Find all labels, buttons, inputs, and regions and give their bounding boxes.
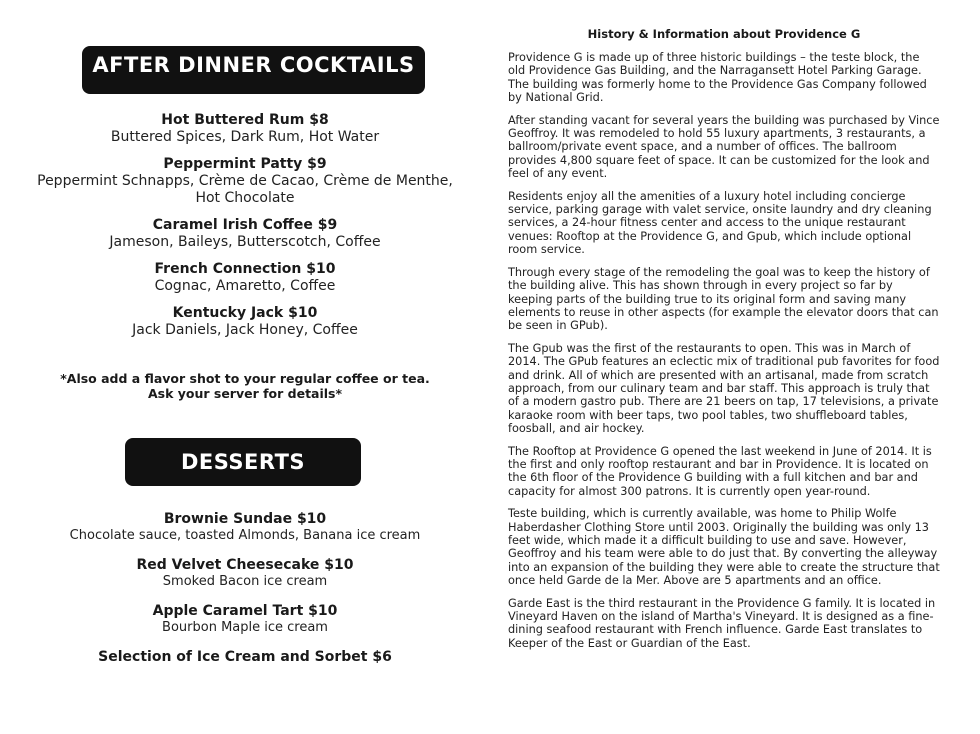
history-paragraph: The Rooftop at Providence G opened the last weekend in June of 2014. It is the first and only rooftop restaurant and bar in Providence. It is located on the 6th floor of the Providence G building with a full kitchen and bar and capacity for almost 300 patrons. It is currently open year-round. bbox=[508, 444, 932, 498]
menu-item bbox=[0, 305, 490, 339]
item-name: Red Velvet Cheesecake $10 bbox=[136, 557, 354, 573]
item-description: Smoked Bacon ice cream bbox=[162, 574, 328, 589]
item-description: Bourbon Maple ice cream bbox=[162, 620, 328, 635]
menu-item bbox=[0, 649, 490, 666]
history-column bbox=[508, 0, 948, 734]
menu-item bbox=[0, 156, 490, 207]
flavor-shot-note bbox=[0, 371, 490, 401]
menu-item bbox=[0, 217, 490, 251]
item-name: Selection of Ice Cream and Sorbet $6 bbox=[98, 649, 392, 665]
cocktail-list bbox=[0, 112, 490, 349]
item-description: Peppermint Schnapps, Crème de Cacao, Crème de Menthe, Hot Chocolate bbox=[37, 173, 453, 206]
item-description: Buttered Spices, Dark Rum, Hot Water bbox=[110, 129, 380, 145]
item-description: Jameson, Baileys, Butterscotch, Coffee bbox=[109, 234, 381, 250]
item-name: Hot Buttered Rum $8 bbox=[161, 112, 329, 128]
history-paragraph: Through every stage of the remodeling the goal was to keep the history of the building alive. This has shown through in every project so far by keeping parts of the building true to its original form and saving many elements to reuse in other aspects (for example the elevator doors that can be seen in GPub). bbox=[508, 265, 939, 333]
menu-item bbox=[0, 511, 490, 544]
history-paragraph: Teste building, which is currently available, was home to Philip Wolfe Haberdasher Clothing Store until 2003. Originally the building was only 13 feet wide, which made it a difficult building to use and save. However, Geoffroy and his team were able to do just that. By converting the alleyway into an expansion of the building they were able to create the structure that once held Garde de la Mer. Above are 5 apartments and an office. bbox=[508, 507, 940, 588]
history-text bbox=[508, 51, 940, 659]
item-name: French Connection $10 bbox=[154, 261, 336, 277]
note-line: *Also add a flavor shot to your regular coffee or tea. bbox=[60, 371, 430, 386]
item-name: Kentucky Jack $10 bbox=[172, 305, 318, 321]
menu-item bbox=[0, 112, 490, 146]
item-description: Jack Daniels, Jack Honey, Coffee bbox=[132, 322, 358, 338]
history-paragraph: The Gpub was the first of the restaurants to open. This was in March of 2014. The GPub features an eclectic mix of traditional pub favorites for food and drink. All of which are presented with an artisanal, made from scratch approach, from our culinary team and bar staff. This approach is truly that of a modern gastro pub. There are 21 beers on tap, 17 televisions, a private karaoke room with beer taps, two pool tables, two shuffleboard tables, foosball, and air hockey. bbox=[508, 341, 940, 436]
menu-item bbox=[0, 261, 490, 295]
item-name: Brownie Sundae $10 bbox=[163, 511, 327, 527]
history-title: History & Information about Providence G bbox=[587, 27, 861, 41]
menu-item bbox=[0, 557, 490, 590]
note-line: Ask your server for details* bbox=[147, 386, 343, 401]
desserts-heading: DESSERTS bbox=[125, 438, 361, 486]
item-name: Caramel Irish Coffee $9 bbox=[152, 217, 338, 233]
history-paragraph: Providence G is made up of three historic buildings – the teste block, the old Providence Gas Building, and the Narragansett Hotel Parking Garage. The building was formerly home to the Providence Gas Company followed by National Grid. bbox=[508, 51, 927, 105]
item-description: Cognac, Amaretto, Coffee bbox=[154, 278, 336, 294]
cocktails-heading: AFTER DINNER COCKTAILS bbox=[82, 46, 425, 94]
history-paragraph: Residents enjoy all the amenities of a luxury hotel including concierge service, parking garage with valet service, onsite laundry and dry cleaning services, a 24-hour fitness center and access to the unique restaurant venues: Rooftop at the Providence G, and Gpub, which include optional room service. bbox=[508, 189, 932, 257]
item-name: Apple Caramel Tart $10 bbox=[152, 603, 338, 619]
item-name: Peppermint Patty $9 bbox=[163, 156, 327, 172]
dessert-list bbox=[0, 511, 490, 679]
history-paragraph: Garde East is the third restaurant in the Providence G family. It is located in Vineyard Haven on the island of Martha's Vineyard. It is designed as a fine-dining seafood restaurant with French influence. Garde East translates to Keeper of the East or Guardian of the East. bbox=[508, 596, 936, 650]
menu-item bbox=[0, 603, 490, 636]
history-paragraph: After standing vacant for several years the building was purchased by Vince Geoffroy. It was remodeled to hold 55 luxury apartments, 3 restaurants, a ballroom/private event space, and a number of offices. The ballroom provides 4,800 square feet of space. It can be customized for the look and feel of any event. bbox=[508, 113, 940, 181]
item-description: Chocolate sauce, toasted Almonds, Banana ice cream bbox=[69, 528, 421, 543]
